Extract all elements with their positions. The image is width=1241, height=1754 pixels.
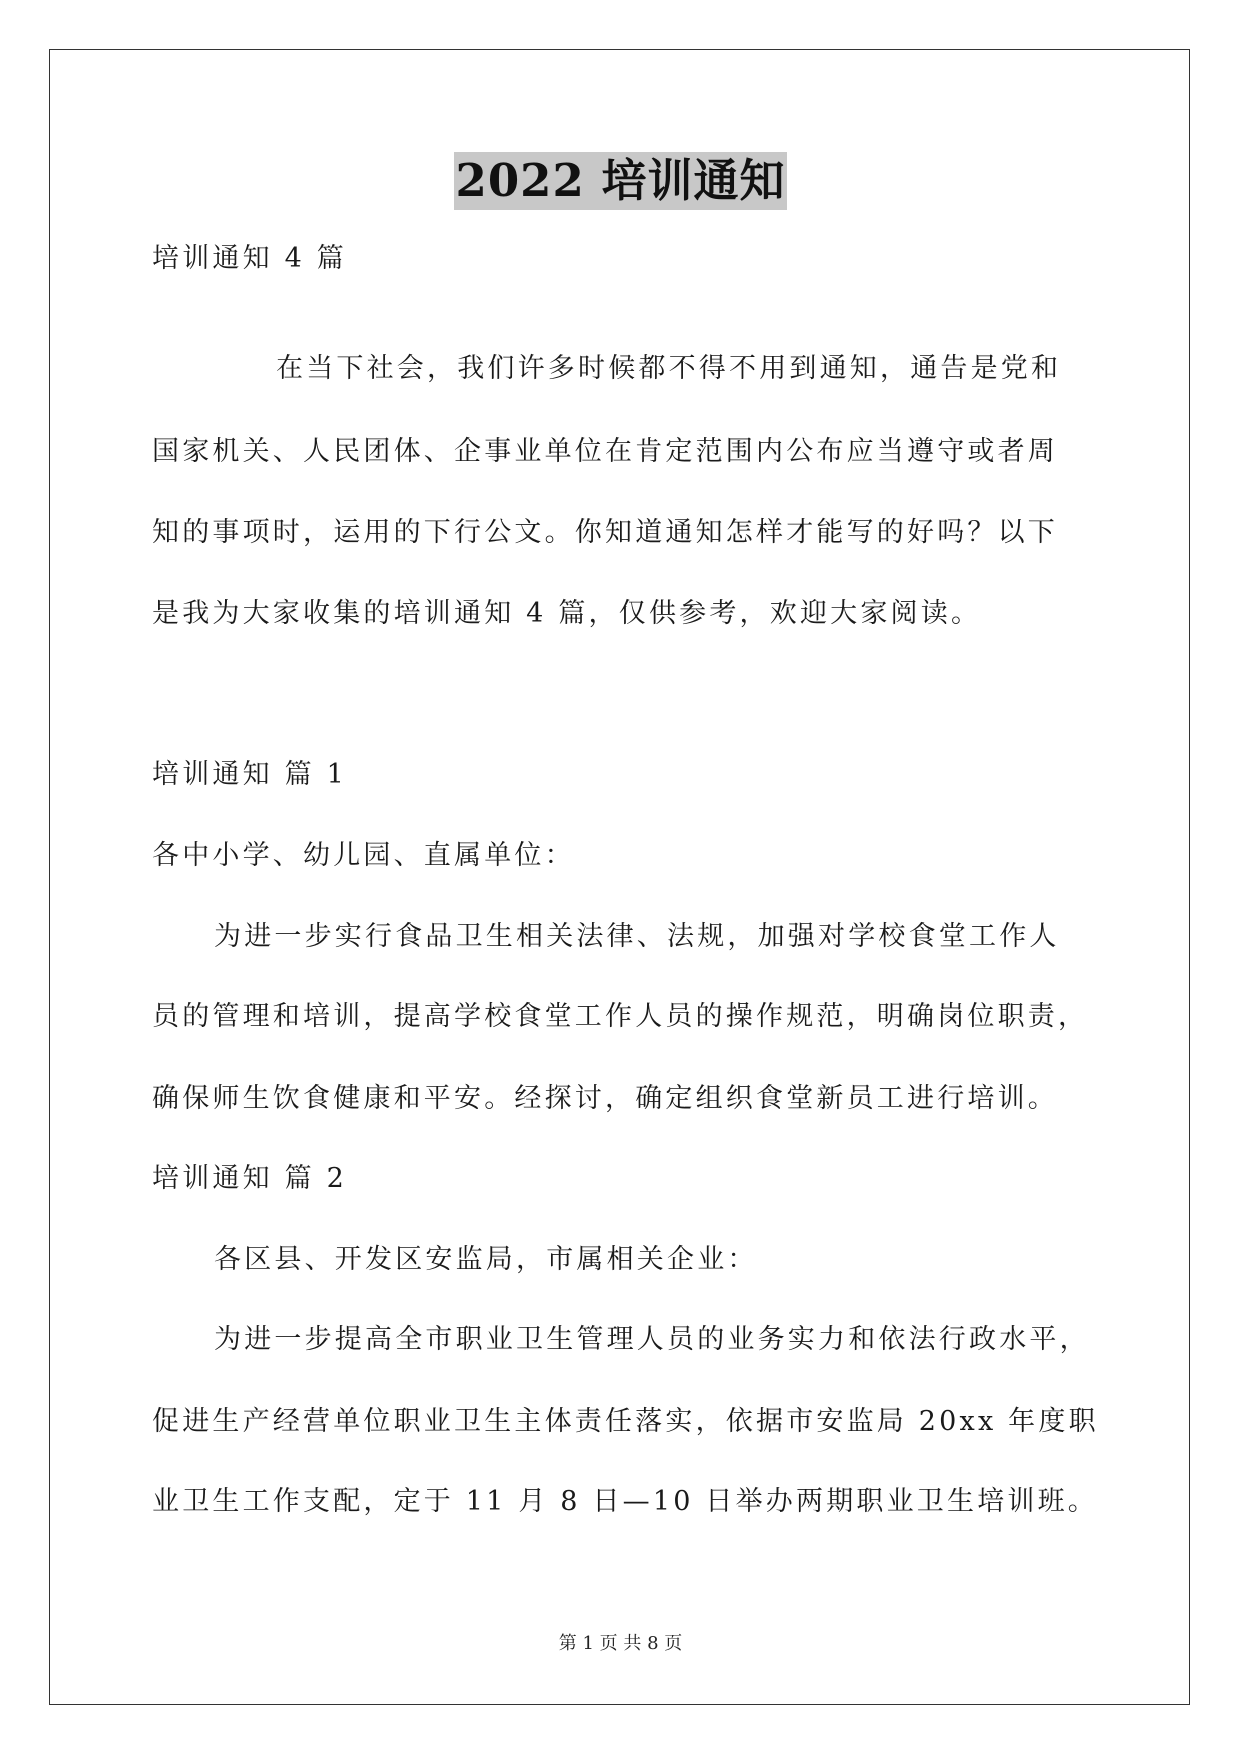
salutation-2: 各区县、开发区安监局，市属相关企业： (214, 1244, 758, 1275)
page-number-footer: 第 1 页 共 8 页 (558, 1633, 683, 1654)
section-2-paragraph-line: 业卫生工作支配，定于 11 月 8 日—10 日举办两期职业卫生培训班。 (152, 1486, 1099, 1517)
intro-paragraph-line: 是我为大家收集的培训通知 4 篇，仅供参考，欢迎大家阅读。 (152, 598, 982, 629)
salutation-1: 各中小学、幼儿园、直属单位： (152, 840, 575, 871)
intro-paragraph-line: 在当下社会，我们许多时候都不得不用到通知，通告是党和 (276, 353, 1062, 384)
intro-heading: 培训通知 4 篇 (152, 243, 347, 274)
section-2-paragraph-line: 为进一步提高全市职业卫生管理人员的业务实力和依法行政水平， (214, 1324, 1090, 1355)
section-1-paragraph-line: 为进一步实行食品卫生相关法律、法规，加强对学校食堂工作人 (214, 921, 1060, 952)
intro-paragraph-line: 国家机关、人民团体、企事业单位在肯定范围内公布应当遵守或者周 (152, 436, 1058, 467)
section-2-paragraph-line: 促进生产经营单位职业卫生主体责任落实，依据市安监局 20xx 年度职 (152, 1406, 1099, 1437)
intro-paragraph-line: 知的事项时，运用的下行公文。你知道通知怎样才能写的好吗？以下 (152, 517, 1058, 548)
title-container (0, 152, 1241, 210)
document-title: 2022 培训通知 (454, 152, 788, 210)
page-border (49, 49, 1190, 1705)
section-1-paragraph-line: 确保师生饮食健康和平安。经探讨，确定组织食堂新员工进行培训。 (152, 1083, 1058, 1114)
section-heading-2: 培训通知 篇 2 (152, 1163, 347, 1194)
section-1-paragraph-line: 员的管理和培训，提高学校食堂工作人员的操作规范，明确岗位职责， (152, 1001, 1089, 1032)
section-heading-1: 培训通知 篇 1 (152, 759, 347, 790)
